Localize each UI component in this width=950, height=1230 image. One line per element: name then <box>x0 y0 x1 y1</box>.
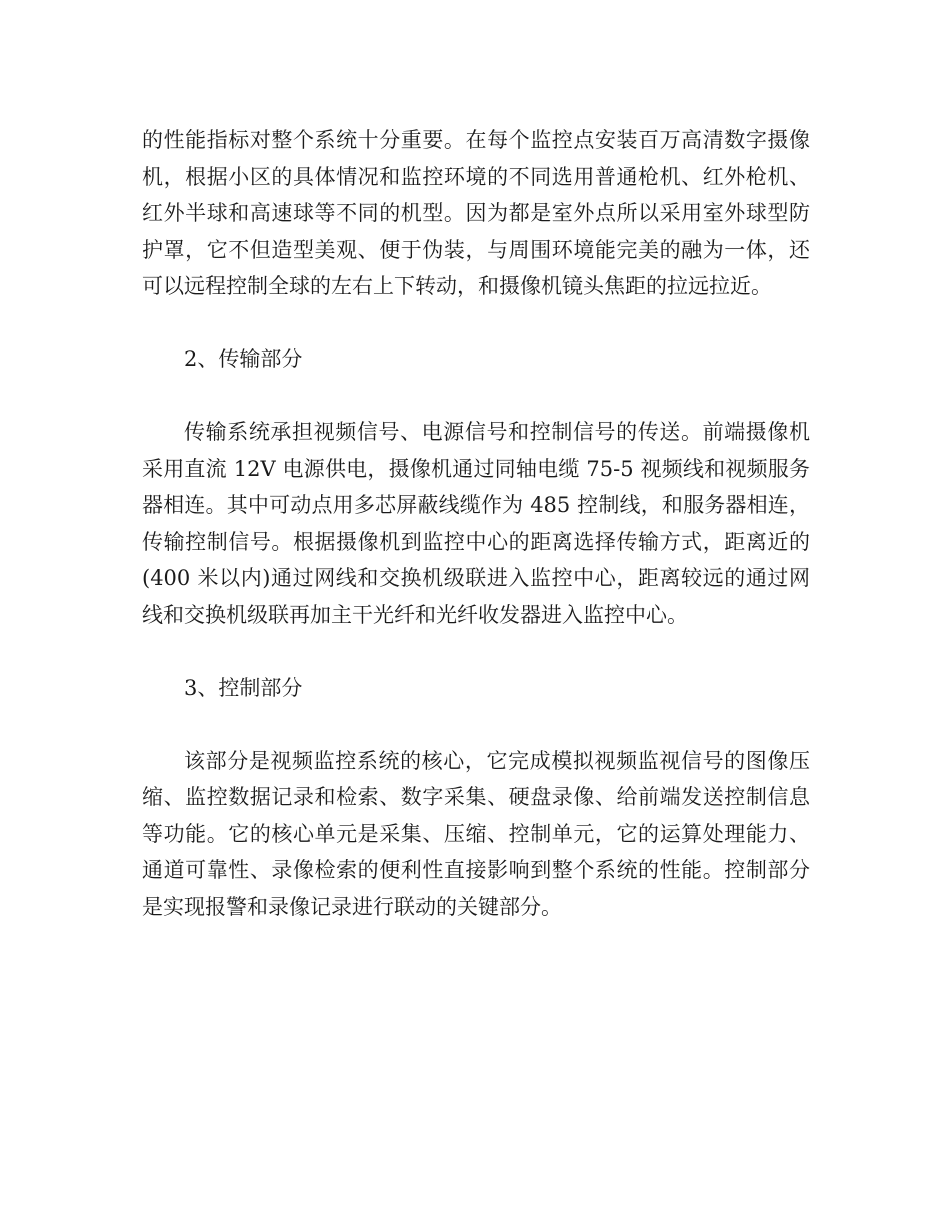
document-body <box>142 122 810 962</box>
paragraph-control: 该部分是视频监控系统的核心，它完成模拟视频监视信号的图像压缩、监控数据记录和检索、数字采集、硬盘录像、给前端发送控制信息等功能。它的核心单元是采集、压缩、控制单元，它的运算处理能力、通道可靠性、录像检索的便利性直接影响到整个系统的性能。控制部分是实现报警和录像记录进行联动的关键部分。 <box>142 748 810 919</box>
heading-control: 3、控制部分 <box>184 675 303 700</box>
paragraph-transmission: 传输系统承担视频信号、电源信号和控制信号的传送。前端摄像机采用直流 12V 电源供电，摄像机通过同轴电缆 75-5 视频线和视频服务器相连。其中可动点用多芯屏蔽线缆作为 485 控制线，和服务器相连，传输控制信号。根据摄像机到监控中心的距离选择传输方式，距离近的(400 米以内)通过网线和交换机级联进入监控中心，距离较远的通过网线和交换机级联再加主干光纤和光纤收发器进入监控中心。 <box>142 420 810 627</box>
paragraph-camera-section-continuation: 的性能指标对整个系统十分重要。在每个监控点安装百万高清数字摄像机，根据小区的具体情况和监控环境的不同选用普通枪机、红外枪机、红外半球和高速球等不同的机型。因为都是室外点所以采用室外球型防护罩，它不但造型美观、便于伪装，与周围环境能完美的融为一体，还可以远程控制全球的左右上下转动，和摄像机镜头焦距的拉远拉近。 <box>142 128 810 298</box>
heading-transmission: 2、传输部分 <box>184 347 303 371</box>
